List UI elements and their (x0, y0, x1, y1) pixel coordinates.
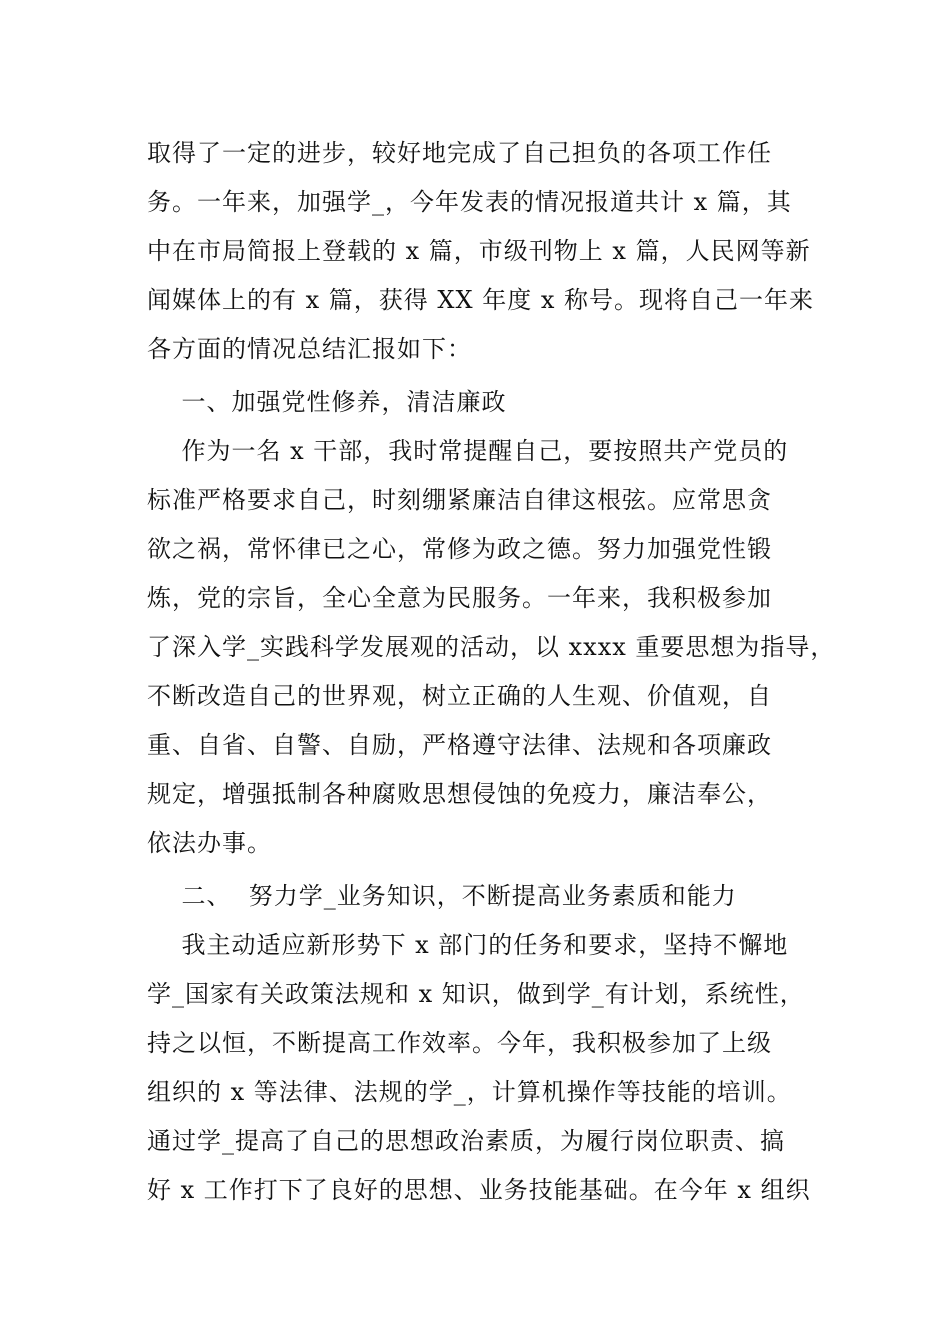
text-line: 各方面的情况总结汇报如下： (147, 335, 472, 363)
text-line: 重、自省、自警、自励，严格遵守法律、法规和各项廉政 (147, 731, 772, 759)
text-line: 规定，增强抵制各种腐败思想侵蚀的免疫力，廉洁奉公， (147, 780, 772, 808)
text-line: 通过学_提高了自己的思想政治素质，为履行岗位职责、搞 (147, 1127, 785, 1155)
section-heading-2: 二、 努力学_业务知识，不断提高业务素质和能力 (147, 882, 737, 910)
text-line: 了深入学_实践科学发展观的活动，以 xxxx 重要思想为指导， (147, 633, 836, 661)
text-line: 依法办事。 (147, 829, 272, 857)
text-line: 持之以恒，不断提高工作效率。今年，我积极参加了上级 (147, 1029, 772, 1057)
text-line: 不断改造自己的世界观，树立正确的人生观、价值观，自 (147, 682, 772, 710)
text-line: 炼，党的宗旨，全心全意为民服务。一年来，我积极参加 (147, 584, 772, 612)
text-line: 好 x 工作打下了良好的思想、业务技能基础。在今年 x 组织 (147, 1176, 811, 1204)
text-line: 标准严格要求自己，时刻绷紧廉洁自律这根弦。应常思贪 (147, 486, 772, 514)
text-line: 作为一名 x 干部，我时常提醒自己，要按照共产党员的 (147, 437, 789, 465)
text-line: 闻媒体上的有 x 篇，获得 XX 年度 x 称号。现将自己一年来 (147, 286, 815, 314)
text-line: 组织的 x 等法律、法规的学_，计算机操作等技能的培训。 (147, 1078, 792, 1106)
section-heading-1: 一、加强党性修养，清洁廉政 (147, 388, 507, 416)
text-line: 学_国家有关政策法规和 x 知识，做到学_有计划，系统性， (147, 980, 805, 1008)
text-line: 取得了一定的进步，较好地完成了自己担负的各项工作任 (147, 139, 772, 167)
text-line: 我主动适应新形势下 x 部门的任务和要求，坚持不懈地 (147, 931, 789, 959)
text-line: 务。一年来，加强学_，今年发表的情况报道共计 x 篇，其 (147, 188, 792, 216)
text-line: 中在市局简报上登载的 x 篇，市级刊物上 x 篇，人民网等新 (147, 237, 811, 265)
text-line: 欲之祸，常怀律已之心，常修为政之德。努力加强党性锻 (147, 535, 772, 563)
